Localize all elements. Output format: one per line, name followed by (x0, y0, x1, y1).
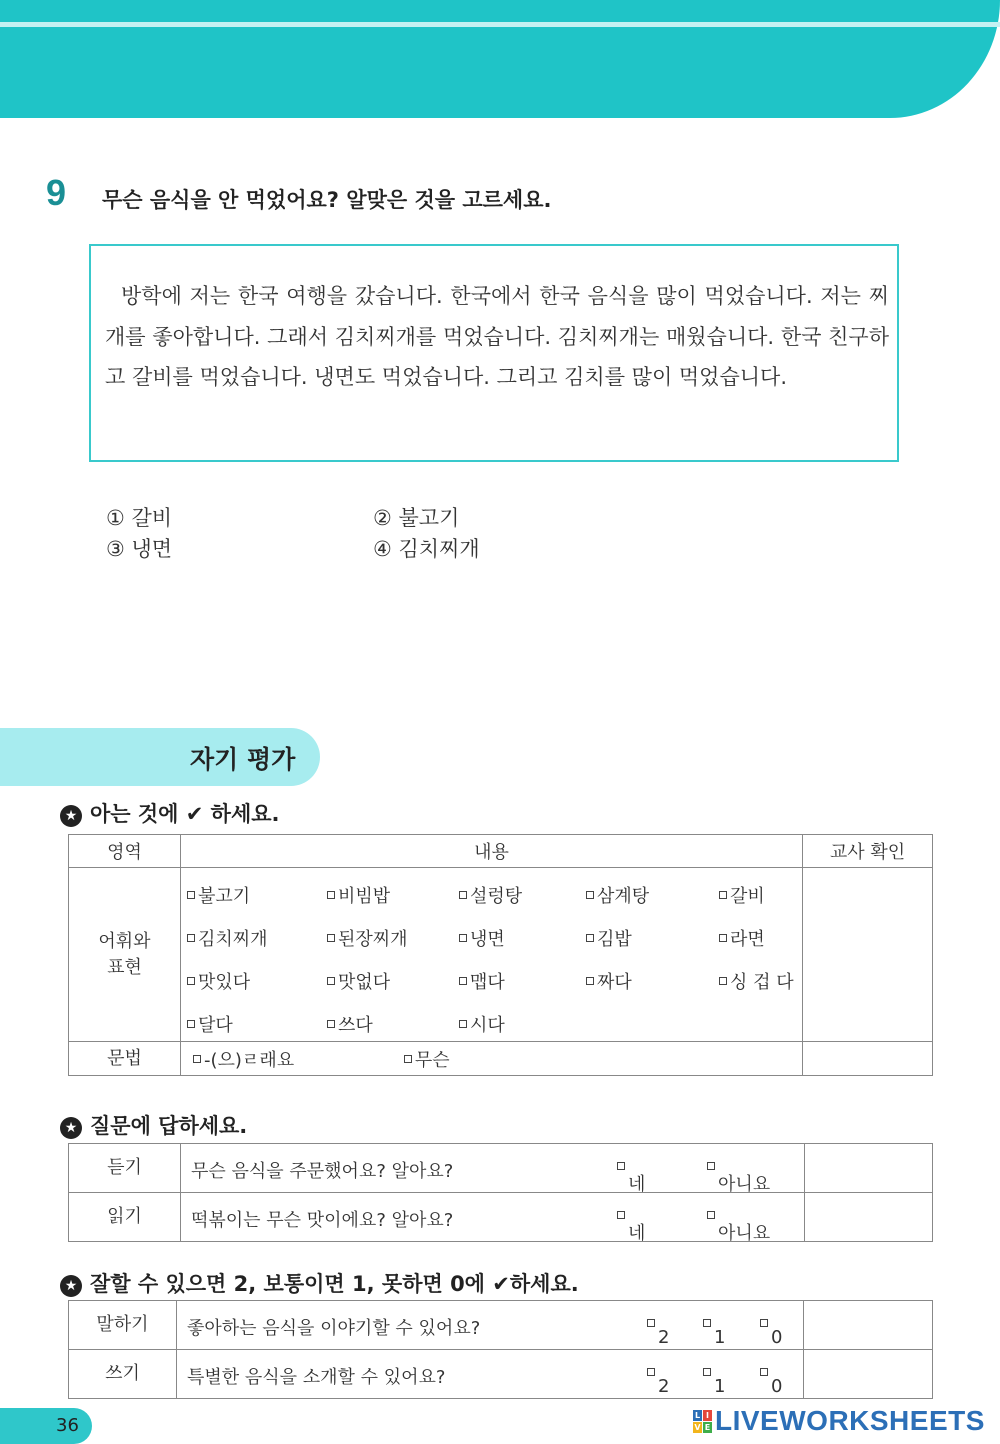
vocab-label: 된장찌개 (338, 929, 408, 950)
checkbox-icon[interactable] (187, 1020, 195, 1028)
area-label: 듣기 (69, 1144, 181, 1193)
table-row (69, 1144, 933, 1193)
vocab-checkbox[interactable] (327, 968, 390, 994)
checkbox-icon[interactable] (187, 891, 195, 899)
choice-4[interactable]: ④ 김치찌개 (373, 537, 480, 561)
checkbox-icon[interactable] (617, 1211, 625, 1219)
instruction-2 (60, 1110, 247, 1140)
vocab-checkbox[interactable] (459, 882, 522, 908)
score-label: 1 (714, 1376, 726, 1397)
vocab-label: 맛있다 (198, 972, 251, 993)
vocab-checkbox[interactable] (327, 925, 408, 951)
vocab-label: 불고기 (198, 886, 251, 907)
question-text: 무슨 음식을 안 먹었어요? 알맞은 것을 고르세요. (102, 188, 552, 212)
choice-3[interactable]: ③ 냉면 (106, 537, 173, 561)
checkbox-icon[interactable] (586, 977, 594, 985)
checkbox-icon[interactable] (760, 1319, 768, 1327)
vocab-checkbox[interactable] (586, 882, 649, 908)
header-stripe (0, 22, 1000, 27)
vocab-checkbox[interactable] (459, 968, 505, 994)
vocab-label: 짜다 (597, 972, 632, 993)
yes-label: 네 (628, 1223, 646, 1244)
instruction-2-text: 질문에 답하세요. (90, 1114, 248, 1138)
checkbox-icon[interactable] (719, 891, 727, 899)
vocab-label: 맵다 (470, 972, 505, 993)
instruction-3 (60, 1268, 579, 1298)
vocab-checkbox[interactable] (187, 968, 250, 994)
checkbox-icon[interactable] (707, 1211, 715, 1219)
grammar-items-cell (181, 1042, 803, 1076)
question-check-table (68, 1143, 933, 1242)
self-eval-tab (0, 728, 320, 786)
header-banner (0, 0, 1000, 118)
vocab-label: 김밥 (597, 929, 632, 950)
checkbox-icon[interactable] (760, 1368, 768, 1376)
vocab-label: 시다 (470, 1015, 505, 1036)
grammar-area-label: 문법 (69, 1042, 181, 1076)
choice-1[interactable]: ① 갈비 (106, 506, 173, 530)
vocab-label: 설렁탕 (470, 886, 523, 907)
checkbox-icon[interactable] (187, 934, 195, 942)
area-label: 말하기 (69, 1301, 177, 1350)
vocab-area-label: 어휘와 표현 (98, 930, 151, 978)
page-number-tab (0, 1408, 92, 1444)
vocab-label: 삼계탕 (597, 886, 650, 907)
checkbox-icon[interactable] (719, 934, 727, 942)
vocab-checkbox[interactable] (187, 1011, 233, 1037)
score-1-checkbox[interactable] (703, 1363, 726, 1397)
checkbox-icon[interactable] (404, 1055, 412, 1063)
checkbox-icon[interactable] (703, 1368, 711, 1376)
vocab-label: 비빔밥 (338, 886, 391, 907)
checkbox-icon[interactable] (459, 977, 467, 985)
grammar-checkbox[interactable] (193, 1050, 294, 1071)
score-label: 2 (658, 1327, 670, 1348)
yes-checkbox[interactable] (617, 1206, 646, 1244)
question-cell (177, 1301, 804, 1350)
checkbox-icon[interactable] (707, 1162, 715, 1170)
question-label: 떡볶이는 무슨 맛이에요? 알아요? (191, 1210, 454, 1231)
brand-tile: L (694, 1411, 701, 1420)
instruction-1-text: 아는 것에 ✔ 하세요. (90, 802, 280, 826)
score-1-checkbox[interactable] (703, 1314, 726, 1348)
yes-checkbox[interactable] (617, 1157, 646, 1195)
teacher-check-cell[interactable] (804, 1350, 933, 1399)
vocab-checkbox[interactable] (187, 925, 268, 951)
vocab-checkbox[interactable] (586, 925, 632, 951)
question-label: 특별한 음식을 소개할 수 있어요? (187, 1367, 446, 1388)
vocab-checkbox[interactable] (459, 925, 505, 951)
checkbox-icon[interactable] (703, 1319, 711, 1327)
reading-passage: 방학에 저는 한국 여행을 갔습니다. 한국에서 한국 음식을 많이 먹었습니다. 저는 찌개를 좋아합니다. 그래서 김치찌개를 먹었습니다. 김치찌개는 매웠습니다. 한국 친구하고 갈비를 먹었습니다. 냉면도 먹었습니다. 그리고 김치를 많이 먹었습니다. (105, 284, 889, 389)
page-number: 36 (56, 1415, 79, 1436)
checkbox-icon[interactable] (647, 1368, 655, 1376)
score-label: 1 (714, 1327, 726, 1348)
grammar-label: -(으)ㄹ래요 (204, 1049, 295, 1071)
checkbox-icon[interactable] (327, 1020, 335, 1028)
vocab-label: 싱 겁 다 (730, 972, 794, 993)
checkbox-icon[interactable] (459, 1020, 467, 1028)
vocab-label: 냉면 (470, 929, 505, 950)
skill-rating-table (68, 1300, 933, 1399)
vocab-label: 갈비 (730, 886, 765, 907)
vocab-checkbox[interactable] (459, 1011, 505, 1037)
no-label: 아니요 (718, 1174, 771, 1195)
vocab-checkbox[interactable] (187, 882, 250, 908)
vocab-area-cell (69, 868, 181, 1042)
score-2-checkbox[interactable] (647, 1363, 670, 1397)
brand-tiles-icon (693, 1410, 713, 1434)
teacher-check-cell[interactable] (803, 868, 933, 1042)
brand-tile: V (694, 1423, 701, 1432)
no-checkbox[interactable] (707, 1157, 771, 1195)
teacher-check-cell[interactable] (804, 1301, 933, 1350)
brand-wordmark: LIVEWORKSHEETS (715, 1405, 985, 1436)
score-label: 0 (771, 1327, 783, 1348)
vocab-items-cell (181, 868, 803, 1042)
vocab-check-table (68, 834, 933, 1076)
question-cell (181, 1193, 805, 1242)
question-number: 9 (46, 172, 67, 213)
vocab-label: 라면 (730, 929, 765, 950)
score-label: 0 (771, 1376, 783, 1397)
vocab-checkbox[interactable] (327, 1011, 373, 1037)
instruction-3-text: 잘할 수 있으면 2, 보통이면 1, 못하면 0에 ✔하세요. (90, 1272, 579, 1296)
brand-tile: I (703, 1410, 712, 1421)
score-0-checkbox[interactable] (760, 1314, 783, 1348)
question-label: 무슨 음식을 주문했어요? 알아요? (191, 1161, 454, 1182)
header-band (0, 0, 1000, 118)
reading-passage-box (89, 244, 899, 462)
choice-2[interactable]: ② 불고기 (373, 506, 460, 530)
checkbox-icon[interactable] (187, 977, 195, 985)
checkbox-icon[interactable] (617, 1162, 625, 1170)
checkbox-icon[interactable] (327, 977, 335, 985)
table-row (69, 1193, 933, 1242)
star-icon: ★ (60, 1275, 82, 1297)
header-content: 내용 (181, 835, 803, 868)
teacher-check-cell[interactable] (803, 1042, 933, 1076)
grammar-label: 무슨 (414, 1049, 450, 1071)
vocab-checkbox[interactable] (719, 882, 765, 908)
header-teacher-check: 교사 확인 (803, 835, 933, 868)
score-2-checkbox[interactable] (647, 1314, 670, 1348)
vocab-checkbox[interactable] (719, 925, 765, 951)
vocab-grid (181, 868, 802, 1041)
teacher-check-cell[interactable] (805, 1193, 933, 1242)
header-area: 영역 (69, 835, 181, 868)
question-label: 좋아하는 음식을 이야기할 수 있어요? (187, 1318, 481, 1339)
vocab-checkbox[interactable] (327, 882, 390, 908)
star-icon: ★ (60, 1117, 82, 1139)
vocab-label: 쓰다 (338, 1015, 373, 1036)
star-icon: ★ (60, 805, 82, 827)
score-label: 2 (658, 1376, 670, 1397)
checkbox-icon[interactable] (327, 934, 335, 942)
question-cell (181, 1144, 805, 1193)
vocab-label: 달다 (198, 1015, 233, 1036)
checkbox-icon[interactable] (459, 934, 467, 942)
vocab-label: 김치찌개 (198, 929, 268, 950)
no-label: 아니요 (718, 1223, 771, 1244)
checkbox-icon[interactable] (586, 891, 594, 899)
grammar-checkbox[interactable] (404, 1050, 450, 1071)
table-row (69, 1350, 933, 1399)
area-label: 읽기 (69, 1193, 181, 1242)
question-cell (177, 1350, 804, 1399)
checkbox-icon[interactable] (586, 934, 594, 942)
table-row (69, 1301, 933, 1350)
score-0-checkbox[interactable] (760, 1363, 783, 1397)
area-label: 쓰기 (69, 1350, 177, 1399)
checkbox-icon[interactable] (647, 1319, 655, 1327)
vocab-label: 맛없다 (338, 972, 391, 993)
checkbox-icon[interactable] (327, 891, 335, 899)
checkbox-icon[interactable] (719, 977, 727, 985)
instruction-1 (60, 798, 280, 828)
vocab-checkbox[interactable] (719, 968, 794, 994)
vocab-checkbox[interactable] (586, 968, 632, 994)
teacher-check-cell[interactable] (805, 1144, 933, 1193)
yes-label: 네 (628, 1174, 646, 1195)
checkbox-icon[interactable] (193, 1055, 201, 1063)
no-checkbox[interactable] (707, 1206, 771, 1244)
self-eval-title: 자기 평가 (190, 745, 296, 774)
checkbox-icon[interactable] (459, 891, 467, 899)
brand-tile: E (704, 1423, 711, 1432)
